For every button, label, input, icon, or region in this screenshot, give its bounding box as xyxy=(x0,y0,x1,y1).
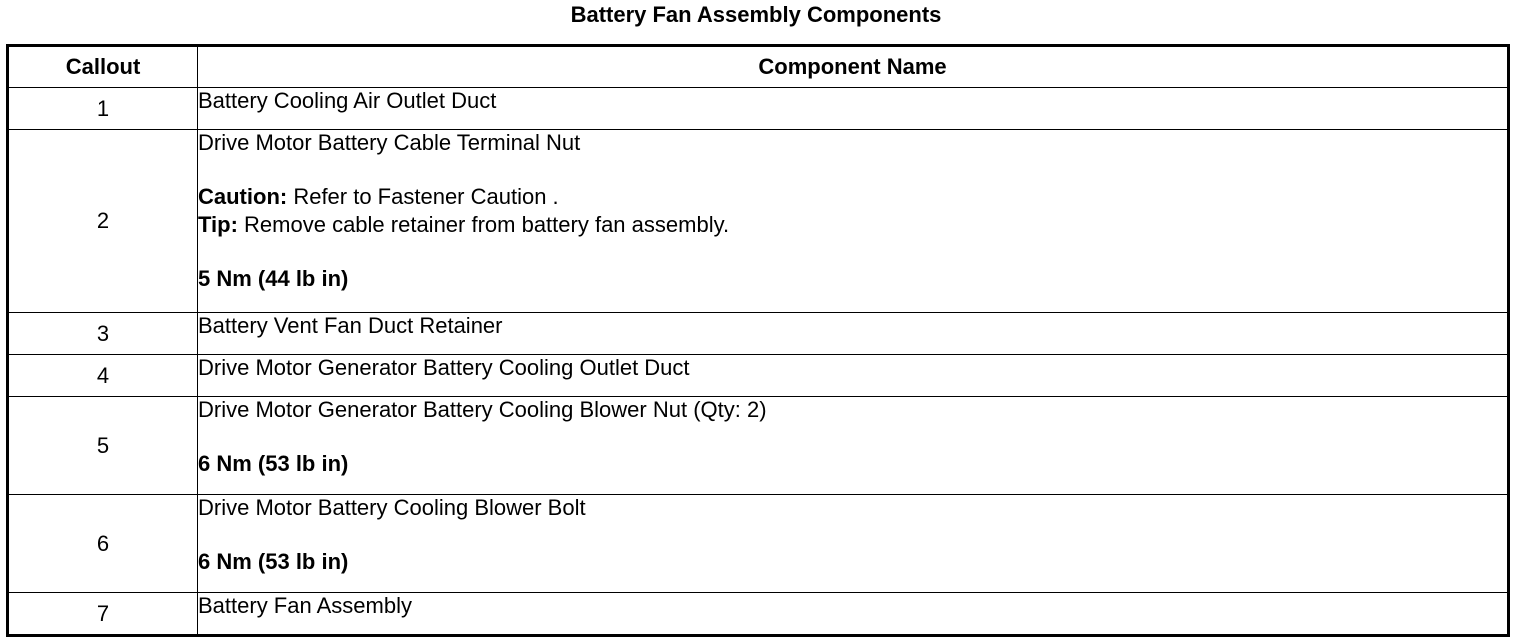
caution-label: Caution: xyxy=(198,184,288,209)
table-row xyxy=(8,88,1509,130)
component-name-cell xyxy=(198,593,1509,636)
caution-text: Refer to Fastener Caution . xyxy=(287,184,559,209)
callout-cell: 4 xyxy=(8,355,198,397)
callout-cell: 1 xyxy=(8,88,198,130)
component-name: Battery Fan Assembly xyxy=(198,593,412,618)
callout-column-header: Callout xyxy=(8,46,198,88)
table-header-row xyxy=(8,46,1509,88)
component-name: Drive Motor Battery Cable Terminal Nut xyxy=(198,130,581,155)
callout-cell: 2 xyxy=(8,130,198,313)
tip-note xyxy=(198,212,1507,238)
component-name: Battery Vent Fan Duct Retainer xyxy=(198,313,503,338)
callout-cell: 3 xyxy=(8,313,198,355)
table-row xyxy=(8,313,1509,355)
component-name: Drive Motor Generator Battery Cooling Blower Nut (Qty: 2) xyxy=(198,397,767,422)
component-name-cell xyxy=(198,88,1509,130)
table-row xyxy=(8,130,1509,313)
component-name-cell xyxy=(198,313,1509,355)
callout-cell: 5 xyxy=(8,397,198,495)
torque-spec: 6 Nm (53 lb in) xyxy=(198,549,349,574)
component-name-column-header: Component Name xyxy=(198,46,1509,88)
table-row xyxy=(8,495,1509,593)
table-row xyxy=(8,593,1509,636)
torque-spec: 5 Nm (44 lb in) xyxy=(198,266,349,291)
torque-spec: 6 Nm (53 lb in) xyxy=(198,451,349,476)
tip-text: Remove cable retainer from battery fan assembly. xyxy=(237,212,730,237)
components-table xyxy=(6,44,1510,637)
callout-cell: 6 xyxy=(8,495,198,593)
component-name-cell xyxy=(198,397,1509,495)
component-name-cell xyxy=(198,355,1509,397)
table-row xyxy=(8,355,1509,397)
caution-note xyxy=(198,184,1507,210)
component-name: Drive Motor Battery Cooling Blower Bolt xyxy=(198,495,586,520)
component-name: Drive Motor Generator Battery Cooling Outlet Duct xyxy=(198,355,690,380)
tip-label: Tip: xyxy=(198,212,238,237)
page-title: Battery Fan Assembly Components xyxy=(570,2,942,27)
component-name: Battery Cooling Air Outlet Duct xyxy=(198,88,497,113)
table-row xyxy=(8,397,1509,495)
component-name-cell xyxy=(198,130,1509,313)
component-name-cell xyxy=(198,495,1509,593)
callout-cell: 7 xyxy=(8,593,198,636)
